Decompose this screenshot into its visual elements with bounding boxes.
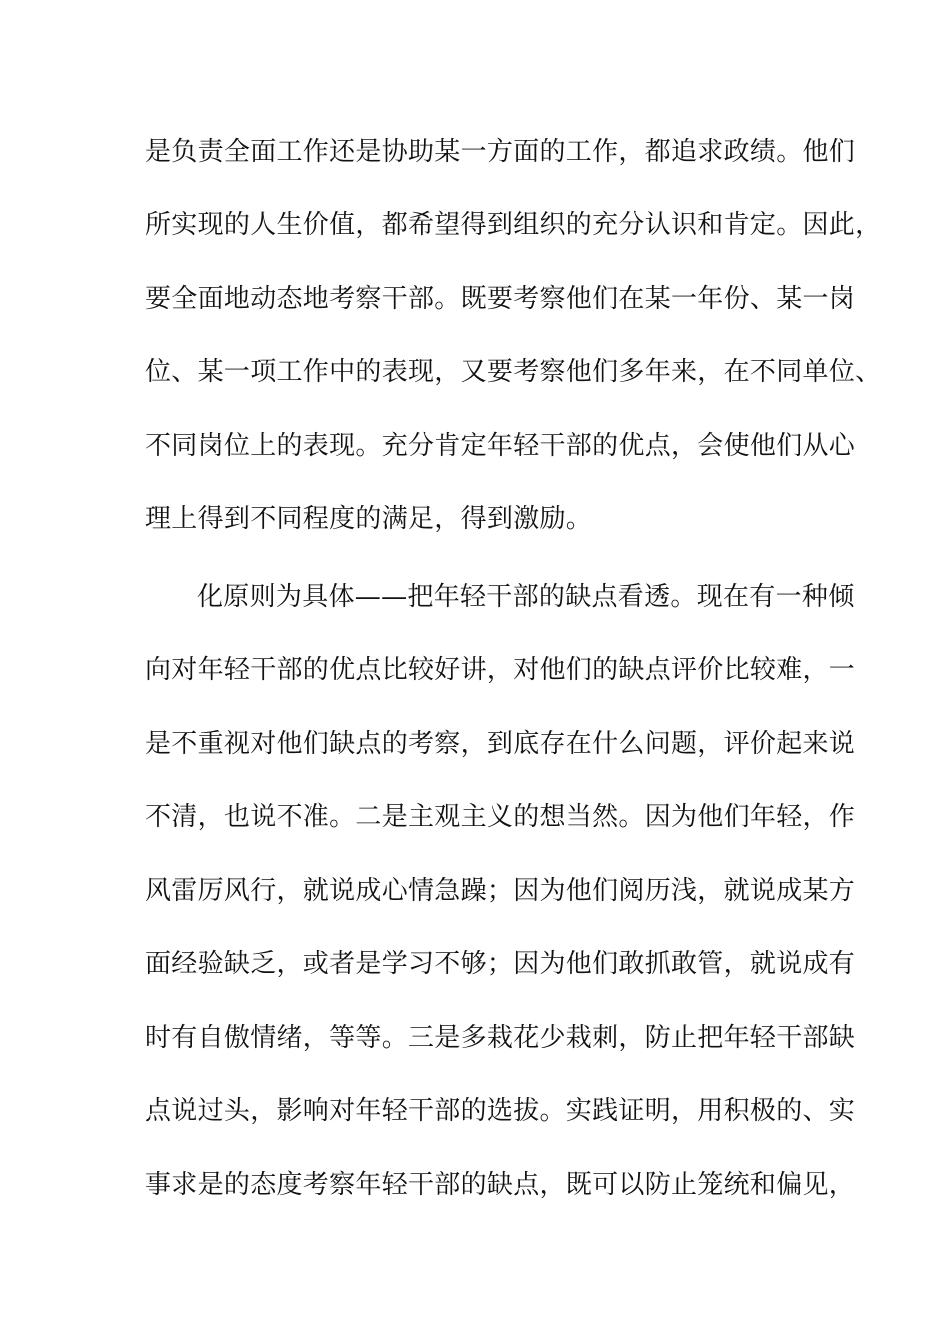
text-line: 是不重视对他们缺点的考察，到底存在什么问题，评价起来说: [145, 729, 856, 759]
text-line: 面经验缺乏，或者是学习不够；因为他们敢抓敢管，就说成有: [145, 949, 856, 979]
text-line: 不清，也说不准。二是主观主义的想当然。因为他们年轻，作: [145, 802, 856, 832]
text-line: 要全面地动态地考察干部。既要考察他们在某一年份、某一岗: [145, 284, 856, 314]
text-line: 位、某一项工作中的表现，又要考察他们多年来，在不同单位、: [145, 357, 882, 387]
text-line: 不同岗位上的表现。充分肯定年轻干部的优点，会使他们从心: [145, 431, 856, 461]
text-line: 向对年轻干部的优点比较好讲，对他们的缺点评价比较难，一: [145, 655, 856, 685]
text-line: 是负责全面工作还是协助某一方面的工作，都追求政绩。他们: [145, 137, 856, 167]
text-line: 时有自傲情绪，等等。三是多栽花少栽刺，防止把年轻干部缺: [145, 1023, 856, 1053]
text-line: 事求是的态度考察年轻干部的缺点，既可以防止笼统和偏见，: [145, 1170, 856, 1200]
text-line: 点说过头，影响对年轻干部的选拔。实践证明，用积极的、实: [145, 1096, 856, 1126]
text-line: 理上得到不同程度的满足，得到激励。: [145, 504, 593, 534]
text-line: 风雷厉风行，就说成心情急躁；因为他们阅历浅，就说成某方: [145, 876, 856, 906]
paragraph-first-line: 化原则为具体——把年轻干部的缺点看透。现在有一种倾: [197, 582, 855, 612]
text-line: 所实现的人生价值，都希望得到组织的充分认识和肯定。因此，: [145, 210, 882, 240]
